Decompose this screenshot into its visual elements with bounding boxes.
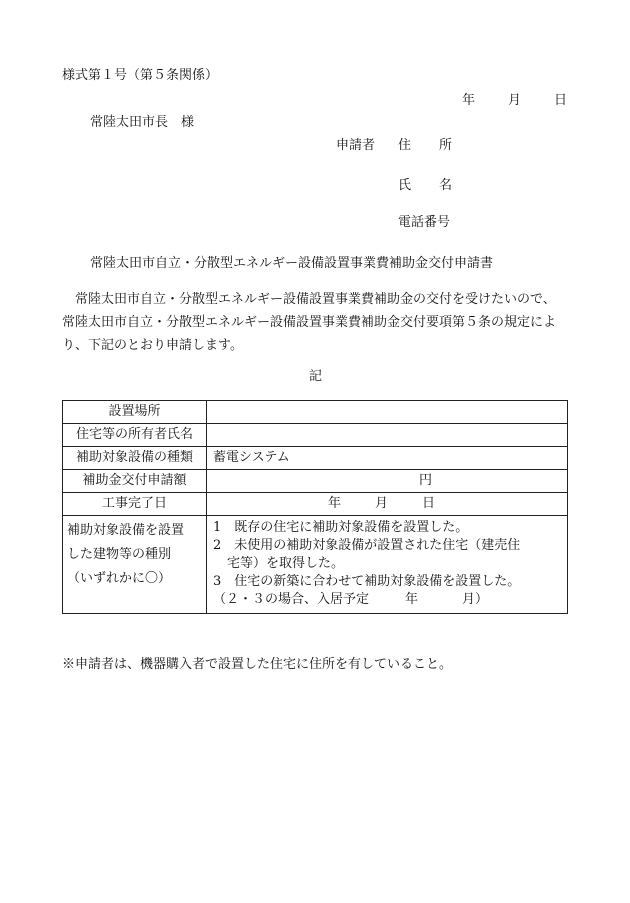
option-note-month: 月）: [462, 592, 489, 607]
applicant-label: 申請者: [336, 138, 376, 153]
equipment-type-label: 補助対象設備の種類: [63, 447, 207, 470]
name-char-2: 名: [439, 178, 453, 193]
address-char-1: 住: [398, 138, 412, 153]
applicant-name-label: [398, 177, 452, 195]
date-month: 月: [508, 93, 522, 108]
body-text: 常陸太田市自立・分散型エネルギー設備設置事業費補助金の交付を受けたいので、常陸太田市自立・分散型エネルギー設備設置事業費補助金交付要項第５条の規定により、下記のとおり申請します。: [62, 292, 557, 353]
date-line: [462, 92, 567, 110]
table-row: [63, 493, 568, 516]
form-number: 様式第１号（第５条関係）: [62, 68, 219, 83]
footnote: ※申請者は、機器購入者で設置した住宅に住所を有していること。: [62, 657, 453, 672]
owner-label: 住宅等の所有者氏名: [63, 424, 207, 447]
equipment-type-value[interactable]: 蓄電システム: [207, 447, 568, 470]
completion-day: 日: [422, 496, 436, 511]
ki-mark: 記: [309, 369, 323, 384]
completion-year: 年: [328, 496, 342, 511]
completion-date-label: 工事完了日: [63, 493, 207, 516]
option-note-prefix: （２・３の場合、入居予定: [213, 592, 370, 607]
application-table: [62, 400, 568, 614]
option-2-line: 宅等）を取得した。: [227, 556, 345, 571]
building-type-label-line: した建物等の種別: [67, 547, 172, 562]
install-location-value[interactable]: [207, 401, 568, 424]
owner-value[interactable]: [207, 424, 568, 447]
applicant-phone-label: 電話番号: [398, 215, 451, 230]
amount-label: 補助金交付申請額: [63, 470, 207, 493]
install-location-label: 設置場所: [63, 401, 207, 424]
date-day: 日: [554, 93, 568, 108]
addressee: 常陸太田市長 様: [90, 115, 195, 130]
completion-date-value[interactable]: [207, 493, 568, 516]
option-note: [213, 591, 561, 609]
building-type-options: [207, 516, 568, 614]
option-2[interactable]: [213, 537, 561, 573]
table-row: [63, 401, 568, 424]
building-type-label-line: 補助対象設備を設置: [67, 523, 185, 538]
name-char-1: 氏: [398, 178, 412, 193]
building-type-label: [63, 516, 207, 614]
amount-unit: 円: [419, 473, 433, 488]
table-row: [63, 516, 568, 614]
date-year: 年: [462, 93, 476, 108]
completion-month: 月: [375, 496, 389, 511]
option-note-year: 年: [405, 592, 419, 607]
option-1[interactable]: 1 既存の住宅に補助対象設備を設置した。: [213, 520, 469, 535]
table-row: [63, 424, 568, 447]
table-row: [63, 470, 568, 493]
applicant-address-label: [398, 137, 452, 155]
document-title: 常陸太田市自立・分散型エネルギー設備設置事業費補助金交付申請書: [90, 256, 494, 271]
address-char-2: 所: [439, 138, 453, 153]
table-row: [63, 447, 568, 470]
option-2-line: 2 未使用の補助対象設備が設置された住宅（建売住: [213, 538, 521, 553]
building-type-label-line: （いずれかに〇）: [67, 571, 172, 586]
option-3[interactable]: 3 住宅の新築に合わせて補助対象設備を設置した。: [213, 574, 521, 589]
amount-value[interactable]: [207, 470, 568, 493]
